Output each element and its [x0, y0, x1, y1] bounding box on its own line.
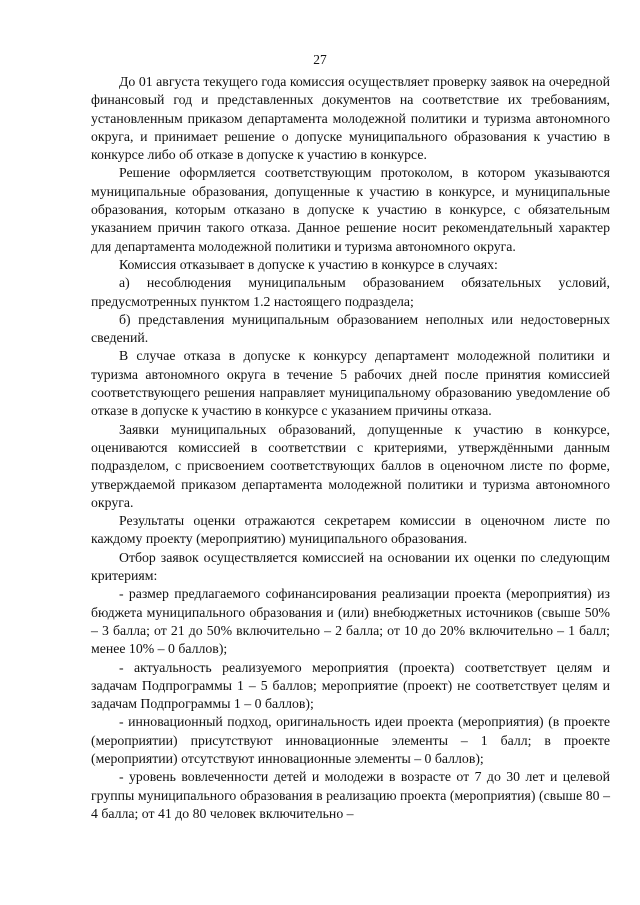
- paragraph-case-a: а) несоблюдения муниципальным образованием обязательных условий, предусмотренных пунктом 1.2 настоящего подраздела;: [91, 275, 610, 309]
- paragraph-evaluation: Заявки муниципальных образований, допущенные к участию в конкурсе, оцениваются комиссией в соответствии с критериями, утверждёнными данным подразделом, с присвоением соответствующих баллов в оценочном листе по форме, утверждаемой приказом департамента молодежной политики и туризма автономного округа.: [91, 421, 610, 510]
- criterion-innovation: - инновационный подход, оригинальность идеи проекта (мероприятия) (в проекте (мероприятии) присутствуют инновационные элементы – 1 балл; в проекте (мероприятии) отсутствуют инновационные элементы – 0 баллов);: [91, 714, 610, 766]
- page-number: 27: [313, 52, 327, 67]
- document-body: [91, 73, 610, 823]
- paragraph-decision-protocol: Решение оформляется соответствующим протоколом, в котором указываются муниципальные образования, допущенные к участию в конкурсе, и муниципальные образования, которым отказано в допуске к участию в конкурсе, с обязательным указанием причин такого отказа. Данное решение носит рекомендательный характер для департамента молодежной политики и туризма автономного округа.: [91, 165, 610, 254]
- criterion-involvement: - уровень вовлеченности детей и молодежи в возрасте от 7 до 30 лет и целевой группы муниципального образования в реализацию проекта (мероприятия) (свыше 80 – 4 балла; от 41 до 80 человек включительно –: [91, 769, 610, 821]
- paragraph-case-b: б) представления муниципальным образованием неполных или недостоверных сведений.: [91, 311, 610, 346]
- criterion-relevance: - актуальность реализуемого мероприятия (проекта) соответствует целям и задачам Подпрограммы 1 – 5 баллов; мероприятие (проект) не соответствует целям и задачам Подпрограммы 1 – 0 баллов);: [91, 659, 610, 712]
- paragraph-refusal-notice: В случае отказа в допуске к конкурсу департамент молодежной политики и туризма автономного округа в течение 5 рабочих дней после принятия комиссией соответствующего решения направляет муниципальному образованию уведомление об отказе в допуске к участию в конкурсе с указанием причины отказа.: [91, 348, 610, 419]
- paragraph-review-deadline: До 01 августа текущего года комиссия осуществляет проверку заявок на очередной финансовый год и представленных документов на соответствие их требованиям, установленным приказом департамента молодежной политики и туризма автономного округа, и принимает решение о допуске муниципального образования к участию в конкурсе либо об отказе в допуске к участию в конкурсе.: [91, 74, 610, 163]
- paragraph-results: Результаты оценки отражаются секретарем комиссии в оценочном листе по каждому проекту (мероприятию) муниципального образования.: [91, 513, 610, 547]
- criterion-cofinancing: - размер предлагаемого софинансирования реализации проекта (мероприятия) из бюджета муниципального образования и (или) внебюджетных источников (свыше 50% – 3 балла; от 21 до 50% включительно – 2 балла; от 10 до 20% включительно – 1 балл; менее 10% – 0 баллов);: [91, 586, 610, 657]
- paragraph-refusal-cases: Комиссия отказывает в допуске к участию в конкурсе в случаях:: [119, 256, 498, 272]
- paragraph-selection-criteria: Отбор заявок осуществляется комиссией на основании их оценки по следующим критериям:: [91, 549, 610, 584]
